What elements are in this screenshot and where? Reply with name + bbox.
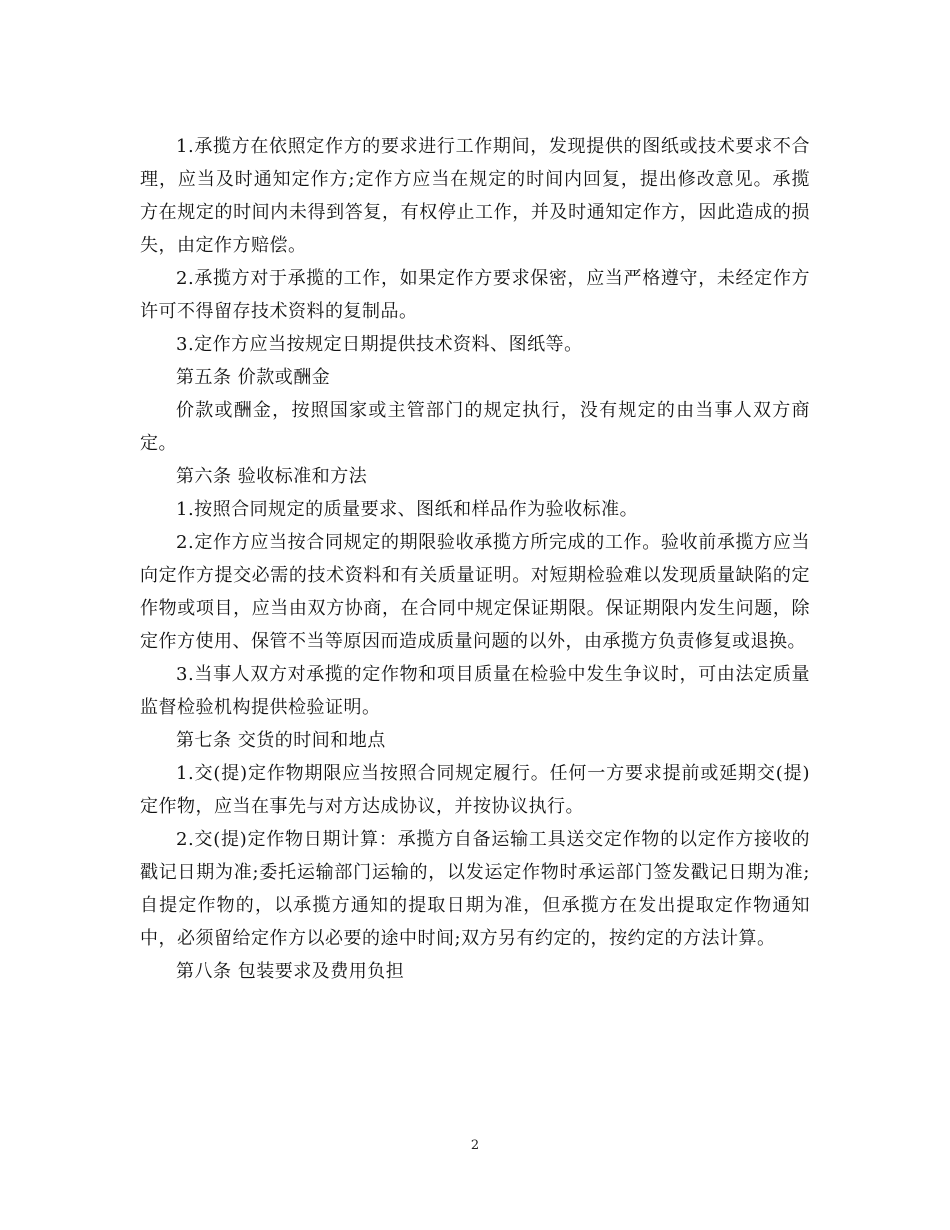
section-heading-7: 第七条 交货的时间和地点 xyxy=(176,730,386,751)
section-heading-5: 第五条 价款或酬金 xyxy=(176,367,331,388)
document-body xyxy=(140,130,810,988)
paragraph-4: 价款或酬金，按照国家或主管部门的规定执行，没有规定的由当事人双方商定。 xyxy=(140,400,810,454)
paragraph-1: 1.承揽方在依照定作方的要求进行工作期间，发现提供的图纸或技术要求不合理，应当及时通知定作方;定作方应当在规定的时间内回复，提出修改意见。承揽方在规定的时间内未得到答复，有权停止工作，并及时通知定作方，因此造成的损失，由定作方赔偿。 xyxy=(140,136,810,256)
paragraph-2: 2.承揽方对于承揽的工作，如果定作方要求保密，应当严格遵守，未经定作方许可不得留存技术资料的复制品。 xyxy=(140,268,810,322)
paragraph-6: 2.定作方应当按合同规定的期限验收承揽方所完成的工作。验收前承揽方应当向定作方提交必需的技术资料和有关质量证明。对短期检验难以发现质量缺陷的定作物或项目，应当由双方协商，在合同中规定保证期限。保证期限内发生问题，除定作方使用、保管不当等原因而造成质量问题的以外，由承揽方负责修复或退换。 xyxy=(140,532,810,652)
page-number: 2 xyxy=(470,1138,480,1153)
paragraph-8: 1.交(提)定作物期限应当按照合同规定履行。任何一方要求提前或延期交(提)定作物，应当在事先与对方达成协议，并按协议执行。 xyxy=(140,763,810,817)
paragraph-9: 2.交(提)定作物日期计算：承揽方自备运输工具送交定作物的以定作方接收的戳记日期为准;委托运输部门运输的，以发运定作物时承运部门签发戳记日期为准;自提定作物的，以承揽方通知的提取日期为准，但承揽方在发出提取定作物通知中，必须留给定作方以必要的途中时间;双方另有约定的，按约定的方法计算。 xyxy=(140,829,810,949)
section-heading-8: 第八条 包装要求及费用负担 xyxy=(176,961,405,982)
section-heading-6: 第六条 验收标准和方法 xyxy=(176,466,368,487)
paragraph-5: 1.按照合同规定的质量要求、图纸和样品作为验收标准。 xyxy=(176,499,639,520)
paragraph-7: 3.当事人双方对承揽的定作物和项目质量在检验中发生争议时，可由法定质量监督检验机构提供检验证明。 xyxy=(140,664,810,718)
paragraph-3: 3.定作方应当按规定日期提供技术资料、图纸等。 xyxy=(176,334,583,355)
